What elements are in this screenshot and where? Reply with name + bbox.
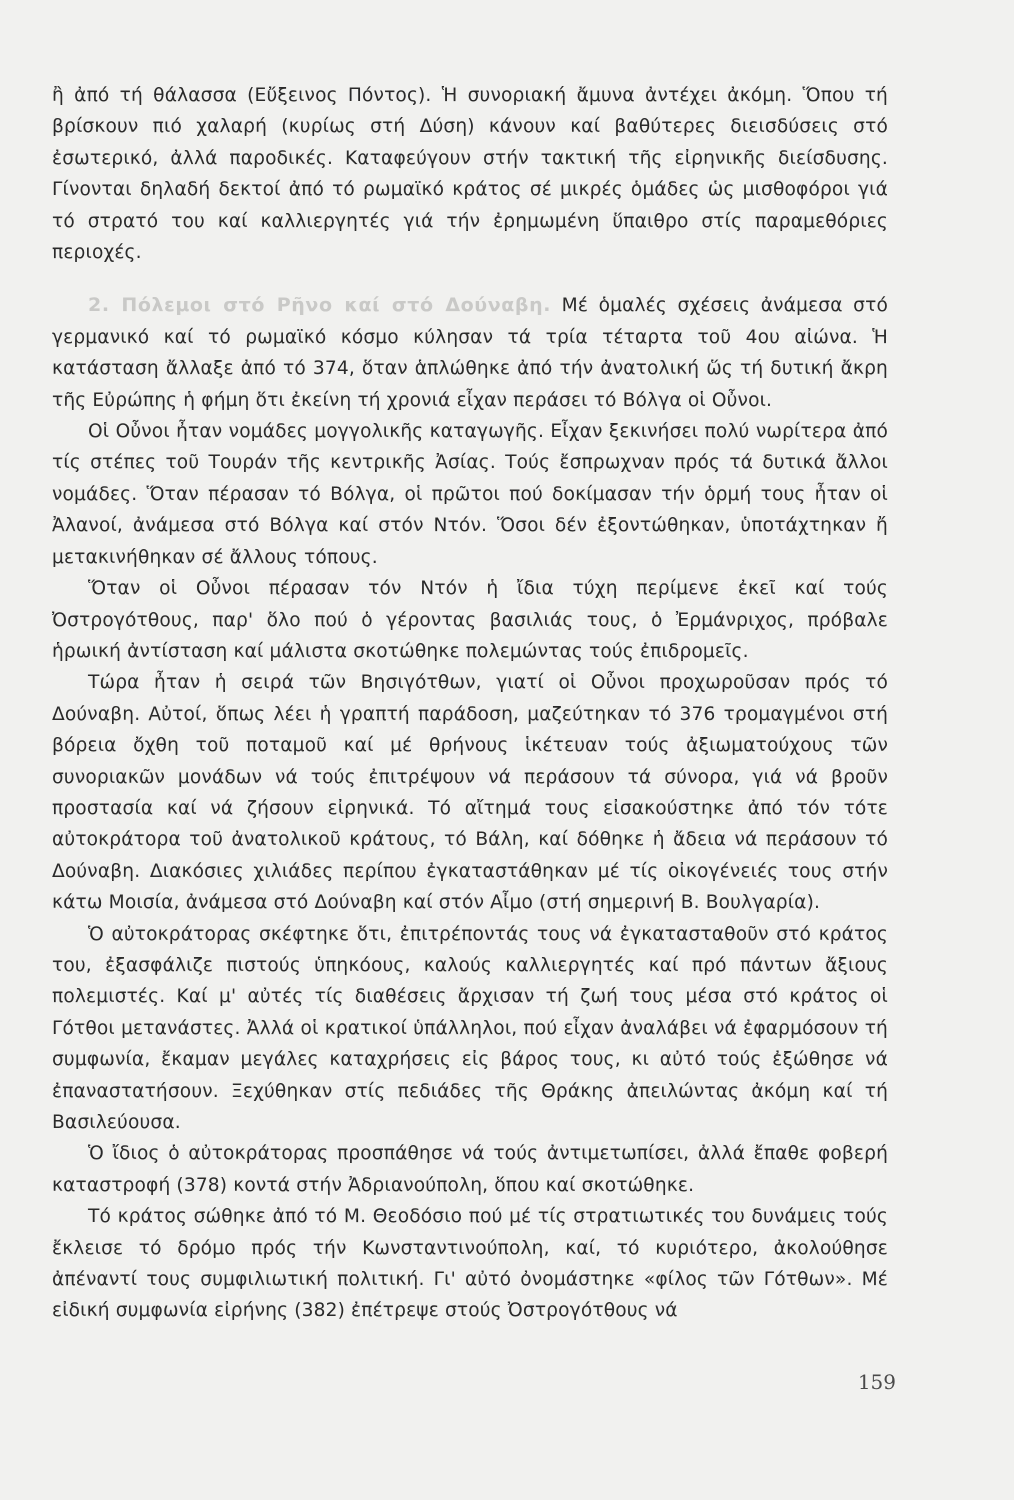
paragraph-3: Οἱ Οὖνοι ἦταν νομάδες μογγολικῆς καταγωγῆς. Εἶχαν ξεκινήσει πολύ νωρίτερα ἀπό τίς στέπες τοῦ Τουράν τῆς κεντρικῆς Ἀσίας. Τούς ἔσπρωχναν πρός τά δυτικά ἄλλοι νομάδες. Ὅταν πέρασαν τό Βόλγα, οἱ πρῶτοι πού δοκίμασαν τήν ὁρμή τους ἦταν οἱ Ἀλανοί, ἀνάμεσα στό Βόλγα καί στόν Ντόν. Ὅσοι δέν ἐξοντώθηκαν, ὑποτάχτηκαν ἤ μετακινήθηκαν σέ ἄλλους τόπους.: [52, 421, 888, 568]
page-number: 159: [857, 1370, 896, 1394]
paragraph-6: Ὁ αὐτοκράτορας σκέφτηκε ὅτι, ἐπιτρέποντάς τους νά ἐγκατασταθοῦν στό κράτος του, ἐξασφάλιζε πιστούς ὑπηκόους, καλούς καλλιεργητές καί πρό πάντων ἄξιους πολεμιστές. Καί μ' αὐτές τίς διαθέσεις ἄρχισαν τή ζωή τους μέσα στό κράτος οἱ Γότθοι μετανάστες. Ἀλλά οἱ κρατικοί ὑπάλληλοι, πού εἶχαν ἀναλάβει νά ἐφαρμόσουν τή συμφωνία, ἔκαμαν μεγάλες καταχρήσεις εἰς βάρος τους, κι αὐτό τούς ἐξώθησε νά ἐπαναστατήσουν. Ξεχύθηκαν στίς πεδιάδες τῆς Θράκης ἀπειλώντας ἀκόμη καί τή Βασιλεύουσα.: [52, 923, 888, 1133]
body-text: [52, 80, 888, 1327]
paragraph-8: Τό κράτος σώθηκε ἀπό τό Μ. Θεοδόσιο πού μέ τίς στρατιωτικές του δυνάμεις τούς ἔκλεισε τό δρόμο πρός τήν Κωνσταντινούπολη, καί, τό κυριότερο, ἀκολούθησε ἀπέναντί τους συμφιλιωτική πολιτική. Γι' αὐτό ὀνομάστηκε «φίλος τῶν Γότθων». Μέ εἰδική συμφωνία εἰρήνης (382) ἐπέτρεψε στούς Ὀστρογότθους νά: [52, 1206, 888, 1322]
paragraph-7: Ὁ ἴδιος ὁ αὐτοκράτορας προσπάθησε νά τούς ἀντιμετωπίσει, ἀλλά ἔπαθε φοβερή καταστροφή (378) κοντά στήν Ἀδριανούπολη, ὅπου καί σκοτώθηκε.: [52, 1143, 888, 1196]
section-heading: 2. Πόλεμοι στό Ρῆνο καί στό Δούναβη.: [88, 294, 552, 317]
paragraph-2: [52, 290, 888, 416]
paragraph-1: ἢ ἀπό τή θάλασσα (Εὔξεινος Πόντος). Ἡ συνοριακή ἄμυνα ἀντέχει ἀκόμη. Ὅπου τή βρίσκουν πιό χαλαρή (κυρίως στή Δύση) κάνουν καί βαθύτερες διεισδύσεις στό ἐσωτερικό, ἀλλά παροδικές. Καταφεύγουν στήν τακτική τῆς εἰρηνικῆς διείσδυσης. Γίνονται δηλαδή δεκτοί ἀπό τό ρωμαϊκό κράτος σέ μικρές ὁμάδες ὡς μισθοφόροι γιά τό στρατό του καί καλλιεργητές γιά τήν ἐρημωμένη ὕπαιθρο στίς παραμεθόριες περιοχές.: [52, 85, 888, 264]
paragraph-2-text: Μέ ὁμαλές σχέσεις ἀνάμεσα στό γερμανικό καί τό ρωμαϊκό κόσμο κύλησαν τά τρία τέταρτα τοῦ 4ου αἰώνα. Ἡ κατάσταση ἄλλαξε ἀπό τό 374, ὅταν ἁπλώθηκε ἀπό τήν ἀνατολική ὥς τή δυτική ἄκρη τῆς Εὐρώπης ἡ φήμη ὅτι ἐκείνη τή χρονιά εἶχαν περάσει τό Βόλγα οἱ Οὖνοι.: [52, 295, 888, 411]
paragraph-4: Ὅταν οἱ Οὖνοι πέρασαν τόν Ντόν ἡ ἴδια τύχη περίμενε ἐκεῖ καί τούς Ὀστρογότθους, παρ' ὅλο πού ὁ γέροντας βασιλιάς τους, ὁ Ἐρμάνριχος, πρόβαλε ἡρωική ἀντίσταση καί μάλιστα σκοτώθηκε πολεμώντας τούς ἐπιδρομεῖς.: [52, 578, 888, 662]
paragraph-5: Τώρα ἦταν ἡ σειρά τῶν Βησιγότθων, γιατί οἱ Οὖνοι προχωροῦσαν πρός τό Δούναβη. Αὐτοί, ὅπως λέει ἡ γραπτή παράδοση, μαζεύτηκαν τό 376 τρομαγμένοι στή βόρεια ὄχθη τοῦ ποταμοῦ καί μέ θρήνους ἱκέτευαν τούς ἀξιωματούχους τῶν συνοριακῶν μονάδων νά τούς ἐπιτρέψουν νά περάσουν τά σύνορα, γιά νά βροῦν προστασία καί νά ζήσουν εἰρηνικά. Τό αἴτημά τους εἰσακούστηκε ἀπό τόν τότε αὐτοκράτορα τοῦ ἀνατολικοῦ κράτους, τό Βάλη, καί δόθηκε ἡ ἄδεια νά περάσουν τό Δούναβη. Διακόσιες χιλιάδες περίπου ἐγκαταστάθηκαν μέ τίς οἰκογένειές τους στήν κάτω Μοισία, ἀνάμεσα στό Δούναβη καί στόν Αἶμο (στή σημερινή Β. Βουλγαρία).: [52, 672, 888, 914]
